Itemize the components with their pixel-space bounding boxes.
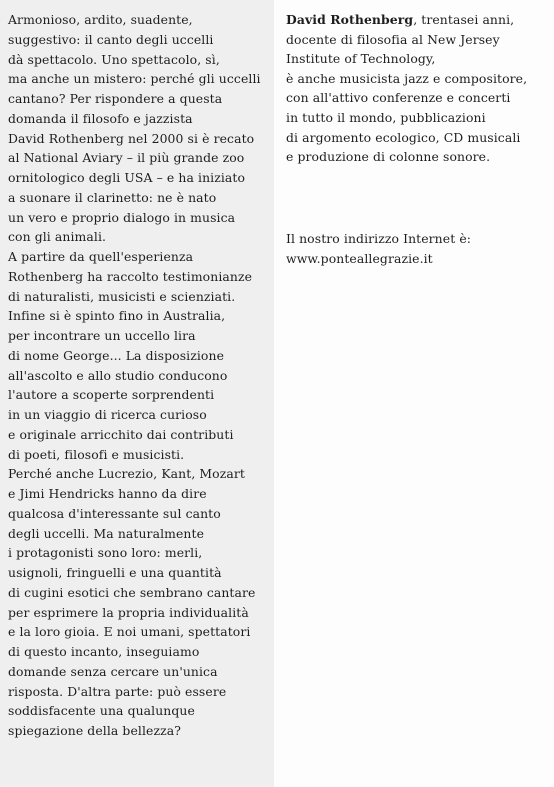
- description-line: di cugini esotici che sembrano cantare: [8, 584, 256, 600]
- description-line: ma anche un mistero: perché gli uccelli: [8, 71, 261, 87]
- author-bio: [286, 10, 550, 167]
- description-line: di nome George... La disposizione: [8, 347, 225, 363]
- description-line: spiegazione della bellezza?: [8, 723, 181, 738]
- description-line: suggestivo: il canto degli uccelli: [8, 31, 214, 47]
- description-line: cantano? Per rispondere a questa: [8, 91, 223, 106]
- description-line: di naturalisti, musicisti e scienziati.: [8, 288, 236, 304]
- description-line: domande senza cercare un'unica: [8, 663, 218, 679]
- description-line: Rothenberg ha raccolto testimonianze: [8, 268, 253, 284]
- description-line: dà spettacolo. Uno spettacolo, sì,: [8, 51, 220, 67]
- description-line: Armonioso, ardito, suadente,: [8, 12, 193, 27]
- bio-line: è anche musicista jazz e compositore,: [286, 70, 528, 86]
- description-line: a suonare il clarinetto: ne è nato: [8, 189, 217, 205]
- bio-line: docente di filosofia al New Jersey: [286, 31, 500, 47]
- description-line: Infine si è spinto fino in Australia,: [8, 308, 226, 324]
- description-line: con gli animali.: [8, 229, 107, 245]
- description-line: David Rothenberg nel 2000 si è recato: [8, 130, 255, 146]
- contact-info: [286, 229, 550, 269]
- bio-line: con all'attivo conferenze e concerti: [286, 90, 511, 106]
- description-line: l'autore a scoperte sorprendenti: [8, 387, 215, 403]
- right-flap: [274, 0, 554, 787]
- description-line: ornitologico degli USA – e ha iniziato: [8, 170, 246, 185]
- description-line: soddisfacente una qualunque: [8, 703, 195, 719]
- left-flap: [0, 0, 274, 787]
- description-line: un vero e proprio dialogo in musica: [8, 209, 236, 225]
- bio-line: e produzione di colonne sonore.: [286, 149, 491, 165]
- description-line: in un viaggio di ricerca curioso: [8, 407, 207, 422]
- bio-first-line: [286, 10, 550, 30]
- description-line: A partire da quell'esperienza: [8, 249, 194, 264]
- bio-first-line-rest: , trentasei anni,: [413, 12, 515, 27]
- description-line: per esprimere la propria individualità: [8, 604, 249, 620]
- description-line: Perché anche Lucrezio, Kant, Mozart: [8, 466, 245, 482]
- description-line: per incontrare un uccello lira: [8, 328, 196, 343]
- bio-line: Institute of Technology,: [286, 51, 436, 67]
- website-label: Il nostro indirizzo Internet è:: [286, 231, 472, 246]
- description-line: risposta. D'altra parte: può essere: [8, 683, 227, 699]
- description-line: e Jimi Hendricks hanno da dire: [8, 486, 207, 501]
- description-line: qualcosa d'interessante sul canto: [8, 505, 221, 521]
- website-url: www.ponteallegrazie.it: [286, 251, 433, 266]
- description-line: domanda il filosofo e jazzista: [8, 110, 193, 126]
- bio-line: di argomento ecologico, CD musicali: [286, 129, 521, 145]
- description-line: e originale arricchito dai contributi: [8, 426, 234, 442]
- description-line: al National Aviary – il più grande zoo: [8, 150, 245, 166]
- description-line: di poeti, filosofi e musicisti.: [8, 446, 185, 462]
- description-line: di questo incanto, inseguiamo: [8, 644, 200, 659]
- description-line: usignoli, fringuelli e una quantità: [8, 565, 222, 580]
- description-line: e la loro gioia. E noi umani, spettatori: [8, 624, 251, 640]
- description-line: all'ascolto e allo studio conducono: [8, 367, 228, 383]
- bio-line: in tutto il mondo, pubblicazioni: [286, 109, 486, 125]
- book-description: [8, 10, 272, 741]
- description-line: i protagonisti sono loro: merli,: [8, 545, 203, 561]
- description-line: degli uccelli. Ma naturalmente: [8, 525, 205, 541]
- author-name: David Rothenberg: [286, 12, 414, 27]
